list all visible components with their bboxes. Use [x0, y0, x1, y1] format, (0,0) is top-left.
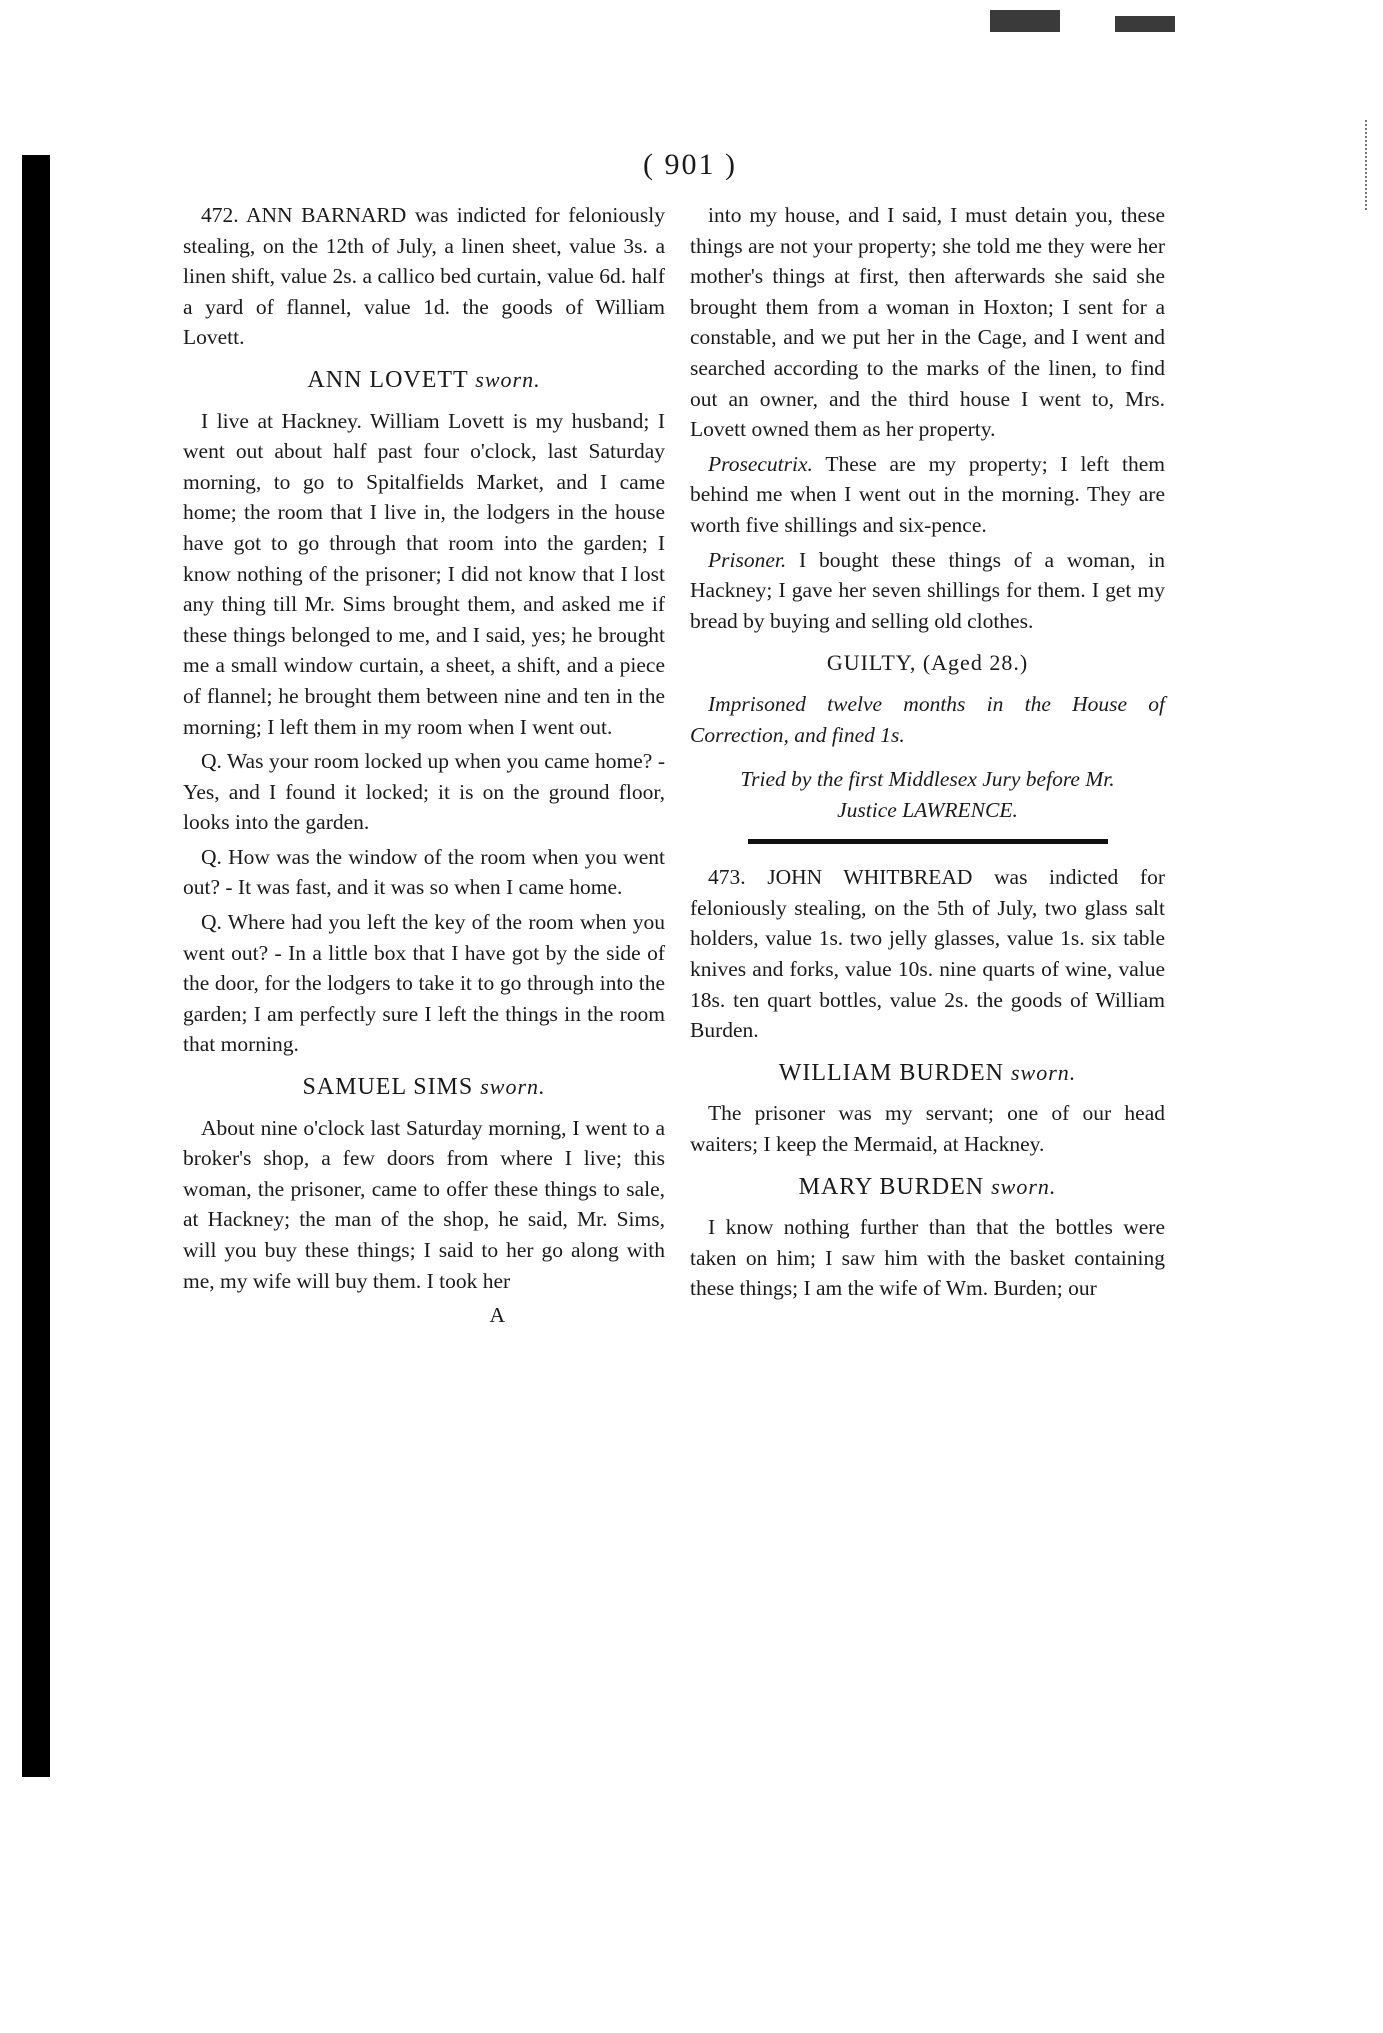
sworn-label: sworn. — [991, 1173, 1057, 1199]
witness-samuel-sims — [183, 1072, 665, 1103]
sworn-label: sworn. — [480, 1074, 546, 1100]
sworn-label: sworn. — [1011, 1059, 1077, 1085]
witness-name: WILLIAM BURDEN — [778, 1059, 1011, 1086]
left-column — [183, 200, 665, 1331]
scan-artifact — [1115, 16, 1175, 32]
witness-mary-burden — [690, 1172, 1165, 1203]
case-472-indictment: 472. ANN BARNARD was indicted for feloniously stealing, on the 12th of July, a linen sheet, value 3s. a linen shift, value 2s. a callico bed curtain, value 6d. half a yard of flannel, value 1d. the goods of William Lovett. — [183, 203, 665, 350]
samuel-sims-testimony-cont: into my house, and I said, I must detain you, these things are not your property; she told me they were her mother's things at first, then afterwards she said she brought them from a woman in Hoxton; I sent for a constable, and we put her in the Cage, and I went and searched according to the marks of the linen, to find out an owner, and the third house I went to, Mrs. Lovett owned them as her property. — [690, 203, 1165, 442]
mary-burden-testimony: I know nothing further than that the bottles were taken on him; I saw him with the basket containing these things; I am the wife of Wm. Burden; our — [690, 1215, 1165, 1301]
question-window: Q. How was the window of the room when you went out? - It was fast, and it was so when I came home. — [183, 844, 665, 900]
scan-artifact — [990, 10, 1060, 32]
witness-william-burden — [690, 1058, 1165, 1089]
verdict-guilty: GUILTY, (Aged 28.) — [826, 650, 1029, 676]
question-key: Q. Where had you left the key of the room when you went out? - In a little box that I have got by the side of the door, for the lodgers to take it to go through into the garden; I am perfectly sure I left the things in the room that morning. — [183, 910, 665, 1057]
ann-lovett-testimony: I live at Hackney. William Lovett is my husband; I went out about half past four o'clock, last Saturday morning, to go to Spitalfields Market, and I came home; the room that I live in, the lodgers in the house have got to go through that room into the garden; I know nothing of the prisoner; I did not know that I lost any thing till Mr. Sims brought them, and asked me if these things belonged to me, and I said, yes; he brought me a small window curtain, a sheet, a shift, and a piece of flannel; he brought them between nine and ten in the morning; I left them in my room when I went out. — [183, 408, 665, 739]
william-burden-testimony: The prisoner was my servant; one of our head waiters; I keep the Mermaid, at Hackney. — [690, 1101, 1165, 1157]
witness-name: ANN LOVETT — [307, 366, 476, 393]
question-room-locked: Q. Was your room locked up when you came home? - Yes, and I found it locked; it is on the ground floor, looks into the garden. — [183, 749, 665, 835]
right-column — [690, 200, 1165, 1308]
sentence: Imprisoned twelve months in the House of Correction, and fined 1s. — [690, 691, 1165, 747]
witness-ann-lovett — [183, 365, 665, 396]
prisoner-defence: Prisoner. I bought these things of a woman, in Hackney; I gave her seven shillings for them. I get my bread by buying and selling old clothes. — [690, 547, 1165, 633]
speaker-label: Prosecutrix. — [708, 451, 813, 476]
scan-dots — [1365, 120, 1371, 210]
scan-binding-edge — [22, 155, 50, 1777]
samuel-sims-testimony: About nine o'clock last Saturday morning, I went to a broker's shop, a few doors from where I live; this woman, the prisoner, came to offer these things to sale, at Hackney; the man of the shop, he said, Mr. Sims, will you buy these things; I said to her go along with me, my wife will buy them. I took her — [183, 1115, 665, 1293]
sworn-label: sworn. — [475, 366, 541, 392]
page-number: ( 901 ) — [643, 148, 737, 181]
section-rule — [748, 839, 1108, 844]
catchword: A — [489, 1303, 505, 1328]
speaker-label: Prisoner. — [708, 547, 787, 572]
tried-by: Tried by the first Middlesex Jury before Mr. Justice LAWRENCE. — [740, 767, 1115, 822]
witness-name: MARY BURDEN — [798, 1173, 992, 1200]
prosecutrix-statement: Prosecutrix. These are my property; I left them behind me when I went out in the morning. They are worth five shillings and six-pence. — [690, 451, 1165, 537]
witness-name: SAMUEL SIMS — [302, 1074, 481, 1101]
case-473-indictment: 473. JOHN WHITBREAD was indicted for feloniously stealing, on the 5th of July, two glass salt holders, value 1s. two jelly glasses, value 1s. six table knives and forks, value 10s. nine quarts of wine, value 18s. ten quart bottles, value 2s. the goods of William Burden. — [690, 865, 1165, 1043]
